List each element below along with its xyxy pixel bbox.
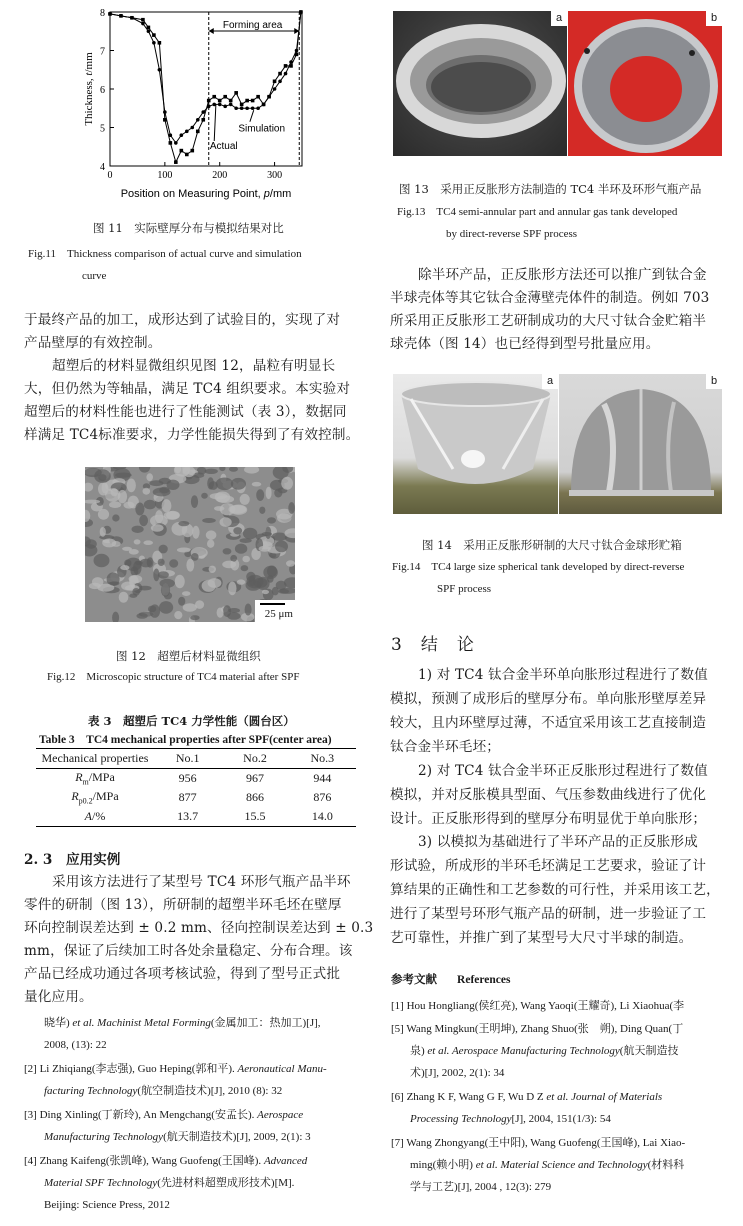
grain xyxy=(220,517,232,527)
grain xyxy=(245,604,252,616)
grain xyxy=(229,467,238,472)
paragraph-line: 形试验，所成形的半环毛坯满足工艺要求，验证了计 xyxy=(390,858,707,874)
y-tick-label: 6 xyxy=(100,85,105,96)
grain xyxy=(174,611,182,619)
grain xyxy=(241,565,249,571)
reference-5-cont2: 术)[J], 2002, 2(1): 34 xyxy=(410,1067,505,1079)
fig11-caption-cn: 图 11 实际壁厚分布与模拟结果对比 xyxy=(93,221,284,235)
data-point xyxy=(223,105,227,109)
data-point xyxy=(158,41,162,45)
fig13b-photo xyxy=(568,11,722,156)
grain xyxy=(267,517,276,523)
paragraph-line: 产品已经成功通过各项考核试验，得到了型号正式批 xyxy=(24,966,341,982)
data-point xyxy=(218,103,222,107)
grain xyxy=(275,541,288,553)
actual-pointer xyxy=(214,104,216,141)
data-point xyxy=(229,99,233,103)
annotation-simulation: Simulation xyxy=(238,123,286,135)
paragraph-line: 除半环产品，正反胀形方法还可以推广到钛合金 xyxy=(418,267,707,283)
data-point xyxy=(262,103,266,107)
grain xyxy=(150,604,161,617)
reference-6-cont: Processing Technology[J], 2004, 151(1/3): 54 xyxy=(410,1113,611,1125)
grain xyxy=(89,583,101,589)
table-cell: 956 xyxy=(178,771,197,785)
reference-5-cont: 泉) et al. Aerospace Manufacturing Technology(航天制造技 xyxy=(410,1045,679,1057)
paragraph-line: 2) 对 TC4 钛合金半环正反胀形过程进行了数值 xyxy=(418,763,708,779)
table-cell: 14.0 xyxy=(311,809,333,823)
data-point xyxy=(180,133,184,137)
grain xyxy=(111,488,118,496)
x-tick-label: 100 xyxy=(157,170,173,181)
grain xyxy=(183,603,197,612)
data-point xyxy=(185,153,189,157)
grain xyxy=(263,566,278,579)
data-point xyxy=(158,68,162,72)
data-point xyxy=(256,95,260,99)
data-point xyxy=(201,110,205,114)
table-row xyxy=(36,807,356,827)
data-point xyxy=(251,106,255,110)
grain xyxy=(158,571,169,578)
x-tick-label: 0 xyxy=(107,170,113,181)
data-point xyxy=(234,106,238,110)
paragraph-line: 产品壁厚的有效控制。 xyxy=(24,335,162,351)
grain xyxy=(151,524,164,531)
grain xyxy=(277,513,291,523)
fig12-caption-en: Fig.12 Microscopic structure of TC4 material after SPF xyxy=(47,671,300,683)
grain xyxy=(216,478,234,491)
data-point xyxy=(190,126,194,130)
grain xyxy=(195,600,204,609)
grain xyxy=(256,489,264,501)
grain xyxy=(133,561,142,575)
grain xyxy=(143,488,151,495)
data-point xyxy=(234,91,238,95)
paragraph-line: 1) 对 TC4 钛合金半环单向胀形过程进行了数值 xyxy=(418,667,708,683)
data-point xyxy=(256,106,260,110)
reference-1: [1] Hou Hongliang(侯红亮), Wang Yaoqi(王耀奇), Li Xiaohua(李 xyxy=(391,1000,685,1012)
reference-1-cont: 晓华) et al. Machinist Metal Forming(金属加工：热加工)[J], xyxy=(44,1017,321,1029)
reference-3: [3] Ding Xinling(丁新玲), An Mengchang(安孟长). Aerospace xyxy=(24,1109,304,1121)
fig11-chart xyxy=(70,0,310,205)
grain xyxy=(161,584,170,597)
grain xyxy=(286,560,295,566)
fig14-caption-en: Fig.14 TC4 large size spherical tank developed by direct-reverse xyxy=(392,561,685,573)
data-point xyxy=(223,95,227,99)
y-tick-label: 8 xyxy=(100,8,105,19)
data-point xyxy=(152,33,156,37)
data-point xyxy=(245,99,249,103)
paragraph-line: 采用该方法进行了某型号 TC4 环形气瓶产品半环 xyxy=(52,874,351,890)
grain xyxy=(109,501,121,508)
paragraph-line: 3) 以模拟为基础进行了半环产品的正反胀形成 xyxy=(418,834,698,850)
table-cell: 15.5 xyxy=(244,809,266,823)
grain xyxy=(149,480,163,486)
data-point xyxy=(201,118,205,122)
data-point xyxy=(251,99,255,103)
data-point xyxy=(299,10,303,14)
section-heading: 2. 3 应用实例 xyxy=(24,852,121,868)
data-point xyxy=(207,99,211,103)
data-point xyxy=(185,130,189,134)
grain xyxy=(100,527,106,537)
grain xyxy=(178,597,185,606)
grain xyxy=(158,559,165,566)
grain xyxy=(146,473,153,481)
grain xyxy=(118,490,127,503)
paragraph-line: 设计。正反胀形得到的壁厚分布明显优于单向胀形； xyxy=(390,811,707,827)
grain xyxy=(281,477,293,490)
grain xyxy=(205,469,218,474)
data-point xyxy=(108,12,112,16)
grain xyxy=(132,526,144,533)
reference-7: [7] Wang Zhongyang(王中阳), Wang Guofeng(王国峰), Lai Xiao- xyxy=(391,1137,686,1149)
grain xyxy=(129,575,143,583)
grain xyxy=(243,528,257,540)
annotation-actual: Actual xyxy=(209,140,238,152)
table-cell: A/% xyxy=(84,809,106,823)
table3-title-cn: 表 3 超塑后 TC4 力学性能（圆台区） xyxy=(88,714,295,728)
grain xyxy=(102,538,116,547)
paragraph-line: 零件的研制（图 13），所研制的超塑半环毛坯在壁厚 xyxy=(24,897,342,913)
grain xyxy=(216,495,234,503)
table3 xyxy=(36,748,356,827)
grain xyxy=(120,565,129,570)
reference-5: [5] Wang Mingkun(王明坤), Zhang Shuo(张 朔), Ding Quan(丁 xyxy=(391,1023,684,1035)
fig13a-photo xyxy=(393,11,567,156)
paragraph-line: 所采用正反胀形工艺研制成功的大尺寸钛合金贮箱半 xyxy=(390,313,707,329)
grain xyxy=(191,495,198,508)
grain xyxy=(228,582,236,596)
fig14a-photo xyxy=(393,374,558,514)
section-heading: 3 结 论 xyxy=(391,635,475,655)
grain xyxy=(259,546,271,552)
grain xyxy=(223,548,232,554)
table-cell: 866 xyxy=(245,790,264,804)
fig11-caption-en-cont: curve xyxy=(82,270,107,282)
grain xyxy=(119,592,129,603)
paragraph-line: 模拟，预测了成形后的壁厚分布。单向胀形壁厚差异 xyxy=(390,691,707,707)
paragraph-line: 进行了某型号环形气瓶产品的研制，进一步验证了工 xyxy=(390,906,707,922)
grain xyxy=(169,559,178,567)
paragraph-line: 环向控制误差达到 ± 0.2 mm、径向控制误差达到 ± 0.3 xyxy=(24,920,374,936)
x-axis-label: Position on Measuring Point, p/mm xyxy=(120,188,292,200)
scale-label: 25 μm xyxy=(264,608,293,620)
paragraph-line: 样满足 TC4标准要求，力学性能损失得到了有效控制。 xyxy=(24,427,360,443)
paragraph-line: 艺可靠性，并推广到了某型号大尺寸半球的制造。 xyxy=(390,930,693,946)
paragraph-line: 较大，且内环壁厚过薄，不适宜采用该工艺直接制造 xyxy=(390,715,707,731)
paragraph-line: mm，保证了后续加工时各处余量稳定、分布合理。该 xyxy=(24,943,353,959)
grain xyxy=(175,575,185,588)
grain xyxy=(177,548,191,553)
table-header: No.3 xyxy=(310,751,335,765)
data-point xyxy=(212,95,216,99)
table-cell: 13.7 xyxy=(177,809,199,823)
grain xyxy=(134,539,141,544)
annotation-forming-area: Forming area xyxy=(222,20,283,31)
grain xyxy=(186,559,194,572)
grain xyxy=(217,608,224,618)
x-tick-label: 200 xyxy=(212,170,228,181)
table-cell: $R_m$/MPa xyxy=(75,770,115,787)
grain xyxy=(206,530,217,539)
data-point xyxy=(190,149,194,153)
reference-2-cont: facturing Technology(航空制造技术)[J], 2010 (8): 32 xyxy=(44,1085,283,1097)
grain xyxy=(191,553,199,561)
data-point xyxy=(196,118,200,122)
fig11-caption-en: Fig.11 Thickness comparison of actual curve and simulation xyxy=(28,248,302,260)
grain xyxy=(202,518,216,523)
table-row xyxy=(36,788,356,807)
table-cell: 876 xyxy=(313,790,332,804)
grain xyxy=(124,502,135,509)
fig13-caption-en-cont: by direct-reverse SPF process xyxy=(446,228,578,240)
grain xyxy=(132,588,140,596)
fig13b-tag: b xyxy=(706,11,722,26)
fig14a-tag: a xyxy=(542,374,558,389)
grain xyxy=(121,582,135,591)
grain xyxy=(190,615,199,620)
grain xyxy=(252,482,262,487)
paragraph-line: 钛合金半环毛坯； xyxy=(390,739,500,755)
data-point xyxy=(229,103,233,107)
grain xyxy=(228,608,240,613)
grain xyxy=(220,503,236,515)
data-point xyxy=(273,87,277,91)
data-point xyxy=(174,160,178,164)
data-point xyxy=(174,141,178,145)
data-point xyxy=(169,141,173,145)
grain xyxy=(139,467,150,473)
grain xyxy=(262,532,273,536)
paragraph-line: 大，但仍然为等轴晶，满足 TC4 组织要求。本实验对 xyxy=(24,381,351,397)
grain xyxy=(235,544,247,554)
grain xyxy=(266,487,272,499)
table-row xyxy=(36,769,356,789)
grain xyxy=(153,488,171,497)
grain xyxy=(136,613,147,619)
paragraph-line: 球壳体（图 14）也已经得到型号批量应用。 xyxy=(390,336,660,352)
reference-4-cont: Material SPF Technology(先进材料超塑成形技术)[M]. xyxy=(44,1177,295,1189)
grain xyxy=(166,511,180,520)
grain xyxy=(135,503,144,516)
series-line-actual xyxy=(110,12,301,162)
grain xyxy=(233,527,242,534)
reference-1-cont2: 2008, (13): 22 xyxy=(44,1039,107,1051)
grain xyxy=(262,590,269,594)
grain xyxy=(201,493,208,499)
data-point xyxy=(284,72,288,76)
reference-7-cont2: 学与工艺)[J], 2004 , 12(3): 279 xyxy=(410,1181,552,1193)
data-point xyxy=(141,18,145,22)
grain xyxy=(219,467,225,471)
fig14-caption-cn: 图 14 采用正反胀形研制的大尺寸钛合金球形贮箱 xyxy=(422,538,682,552)
paragraph-line: 算结果的正确性和工艺参数的可行性，并采用该工艺， xyxy=(390,882,720,898)
grain xyxy=(112,612,119,622)
data-point xyxy=(245,106,249,110)
table-cell: $R_{p0.2}$/MPa xyxy=(71,789,119,806)
paragraph-line: 于最终产品的加工，成形达到了试验目的，实现了对 xyxy=(24,312,341,328)
data-point xyxy=(240,103,244,107)
table-header: No.1 xyxy=(175,751,200,765)
data-point xyxy=(152,41,156,45)
grain xyxy=(207,477,214,489)
fig14-caption-en-cont: SPF process xyxy=(437,583,492,595)
fig12-caption-cn: 图 12 超塑后材料显微组织 xyxy=(116,649,261,663)
grain xyxy=(139,515,148,526)
paragraph-line: 量化应用。 xyxy=(24,989,93,1005)
table3-title-en: Table 3 TC4 mechanical properties after SPF(center area) xyxy=(39,734,332,746)
data-point xyxy=(130,16,134,20)
fig12-micrograph xyxy=(85,467,295,622)
fig13-caption-en: Fig.13 TC4 semi-annular part and annular gas tank developed xyxy=(397,206,678,218)
y-tick-label: 7 xyxy=(100,46,105,58)
grain xyxy=(209,566,216,573)
reference-4-cont2: Beijing: Science Press, 2012 xyxy=(44,1199,170,1211)
grain xyxy=(159,545,168,554)
grain xyxy=(259,507,265,514)
data-point xyxy=(289,64,293,68)
fig13-caption-cn: 图 13 采用正反胀形方法制造的 TC4 半环及环形气瓶产品 xyxy=(399,182,702,196)
scale-bar xyxy=(260,603,285,605)
data-point xyxy=(196,130,200,134)
grain xyxy=(207,540,214,548)
grain xyxy=(127,479,136,493)
grain xyxy=(208,578,222,588)
fig13a-tag: a xyxy=(551,11,567,26)
grain xyxy=(182,591,190,596)
grain xyxy=(244,467,259,474)
grain xyxy=(240,538,252,543)
grain xyxy=(112,514,119,521)
grain xyxy=(222,561,236,569)
references-title: 参考文献 References xyxy=(391,972,511,986)
table-cell: 944 xyxy=(313,771,332,785)
paragraph-line: 超塑后的材料性能也进行了性能测试（表 3），数据同 xyxy=(24,404,347,420)
reference-7-cont: ming(赖小明) et al. Material Science and Technology(材料科 xyxy=(410,1159,685,1171)
reference-6: [6] Zhang K F, Wang G F, Wu D Z et al. Journal of Materials xyxy=(391,1091,663,1103)
grain xyxy=(192,526,199,539)
data-point xyxy=(278,80,282,84)
grain xyxy=(167,480,180,490)
data-point xyxy=(284,64,288,68)
data-point xyxy=(240,106,244,110)
grain xyxy=(242,556,250,563)
grain xyxy=(94,554,110,568)
paragraph-line: 模拟，并对反胀模具型面、气压参数曲线进行了优化 xyxy=(390,787,707,803)
grain xyxy=(230,555,237,562)
simulation-pointer xyxy=(250,110,254,122)
data-point xyxy=(267,95,271,99)
grain xyxy=(178,521,189,526)
grain xyxy=(249,576,255,586)
grain xyxy=(144,500,156,510)
table-cell: 967 xyxy=(245,771,264,785)
paragraph-line: 超塑后的材料显微组织见图 12，晶粒有明显长 xyxy=(52,358,336,374)
grain xyxy=(94,469,111,483)
table-cell: 877 xyxy=(178,790,197,804)
paragraph-line: 半球壳体等其它钛合金薄壁壳体件的制造。例如 703 xyxy=(390,290,710,306)
grain xyxy=(115,473,132,478)
y-tick-label: 5 xyxy=(100,123,105,135)
grain xyxy=(240,494,250,505)
y-axis-label: Thickness, t/mm xyxy=(83,52,95,126)
reference-4: [4] Zhang Kaifeng(张凯峰), Wang Guofeng(王国峰). Advanced xyxy=(24,1155,308,1167)
data-point xyxy=(278,72,282,76)
grain xyxy=(159,601,173,614)
table-header: No.2 xyxy=(243,751,267,765)
grain xyxy=(288,502,295,514)
data-point xyxy=(163,118,167,122)
table-header-row xyxy=(36,749,356,769)
table-header: Mechanical properties xyxy=(41,751,149,765)
reference-2: [2] Li Zhiqiang(李志强), Guo Heping(郭和平). Aeronautical Manu- xyxy=(24,1063,327,1075)
data-point xyxy=(273,80,277,84)
data-point xyxy=(147,26,151,30)
x-tick-label: 300 xyxy=(267,170,283,181)
grain xyxy=(237,579,246,584)
y-tick-label: 4 xyxy=(100,162,105,173)
fig14b-tag: b xyxy=(706,374,722,389)
data-point xyxy=(295,53,299,57)
grain xyxy=(143,540,153,545)
data-point xyxy=(119,14,123,18)
grain xyxy=(162,499,172,512)
grain xyxy=(122,547,132,551)
arrow-head-left xyxy=(209,28,214,34)
grain xyxy=(109,581,119,585)
fig14b-photo xyxy=(559,374,722,514)
data-point xyxy=(180,149,184,153)
reference-3-cont: Manufacturing Technology(航天制造技术)[J], 2009, 2(1): 3 xyxy=(44,1131,311,1143)
data-point xyxy=(218,99,222,103)
grain xyxy=(85,483,93,492)
